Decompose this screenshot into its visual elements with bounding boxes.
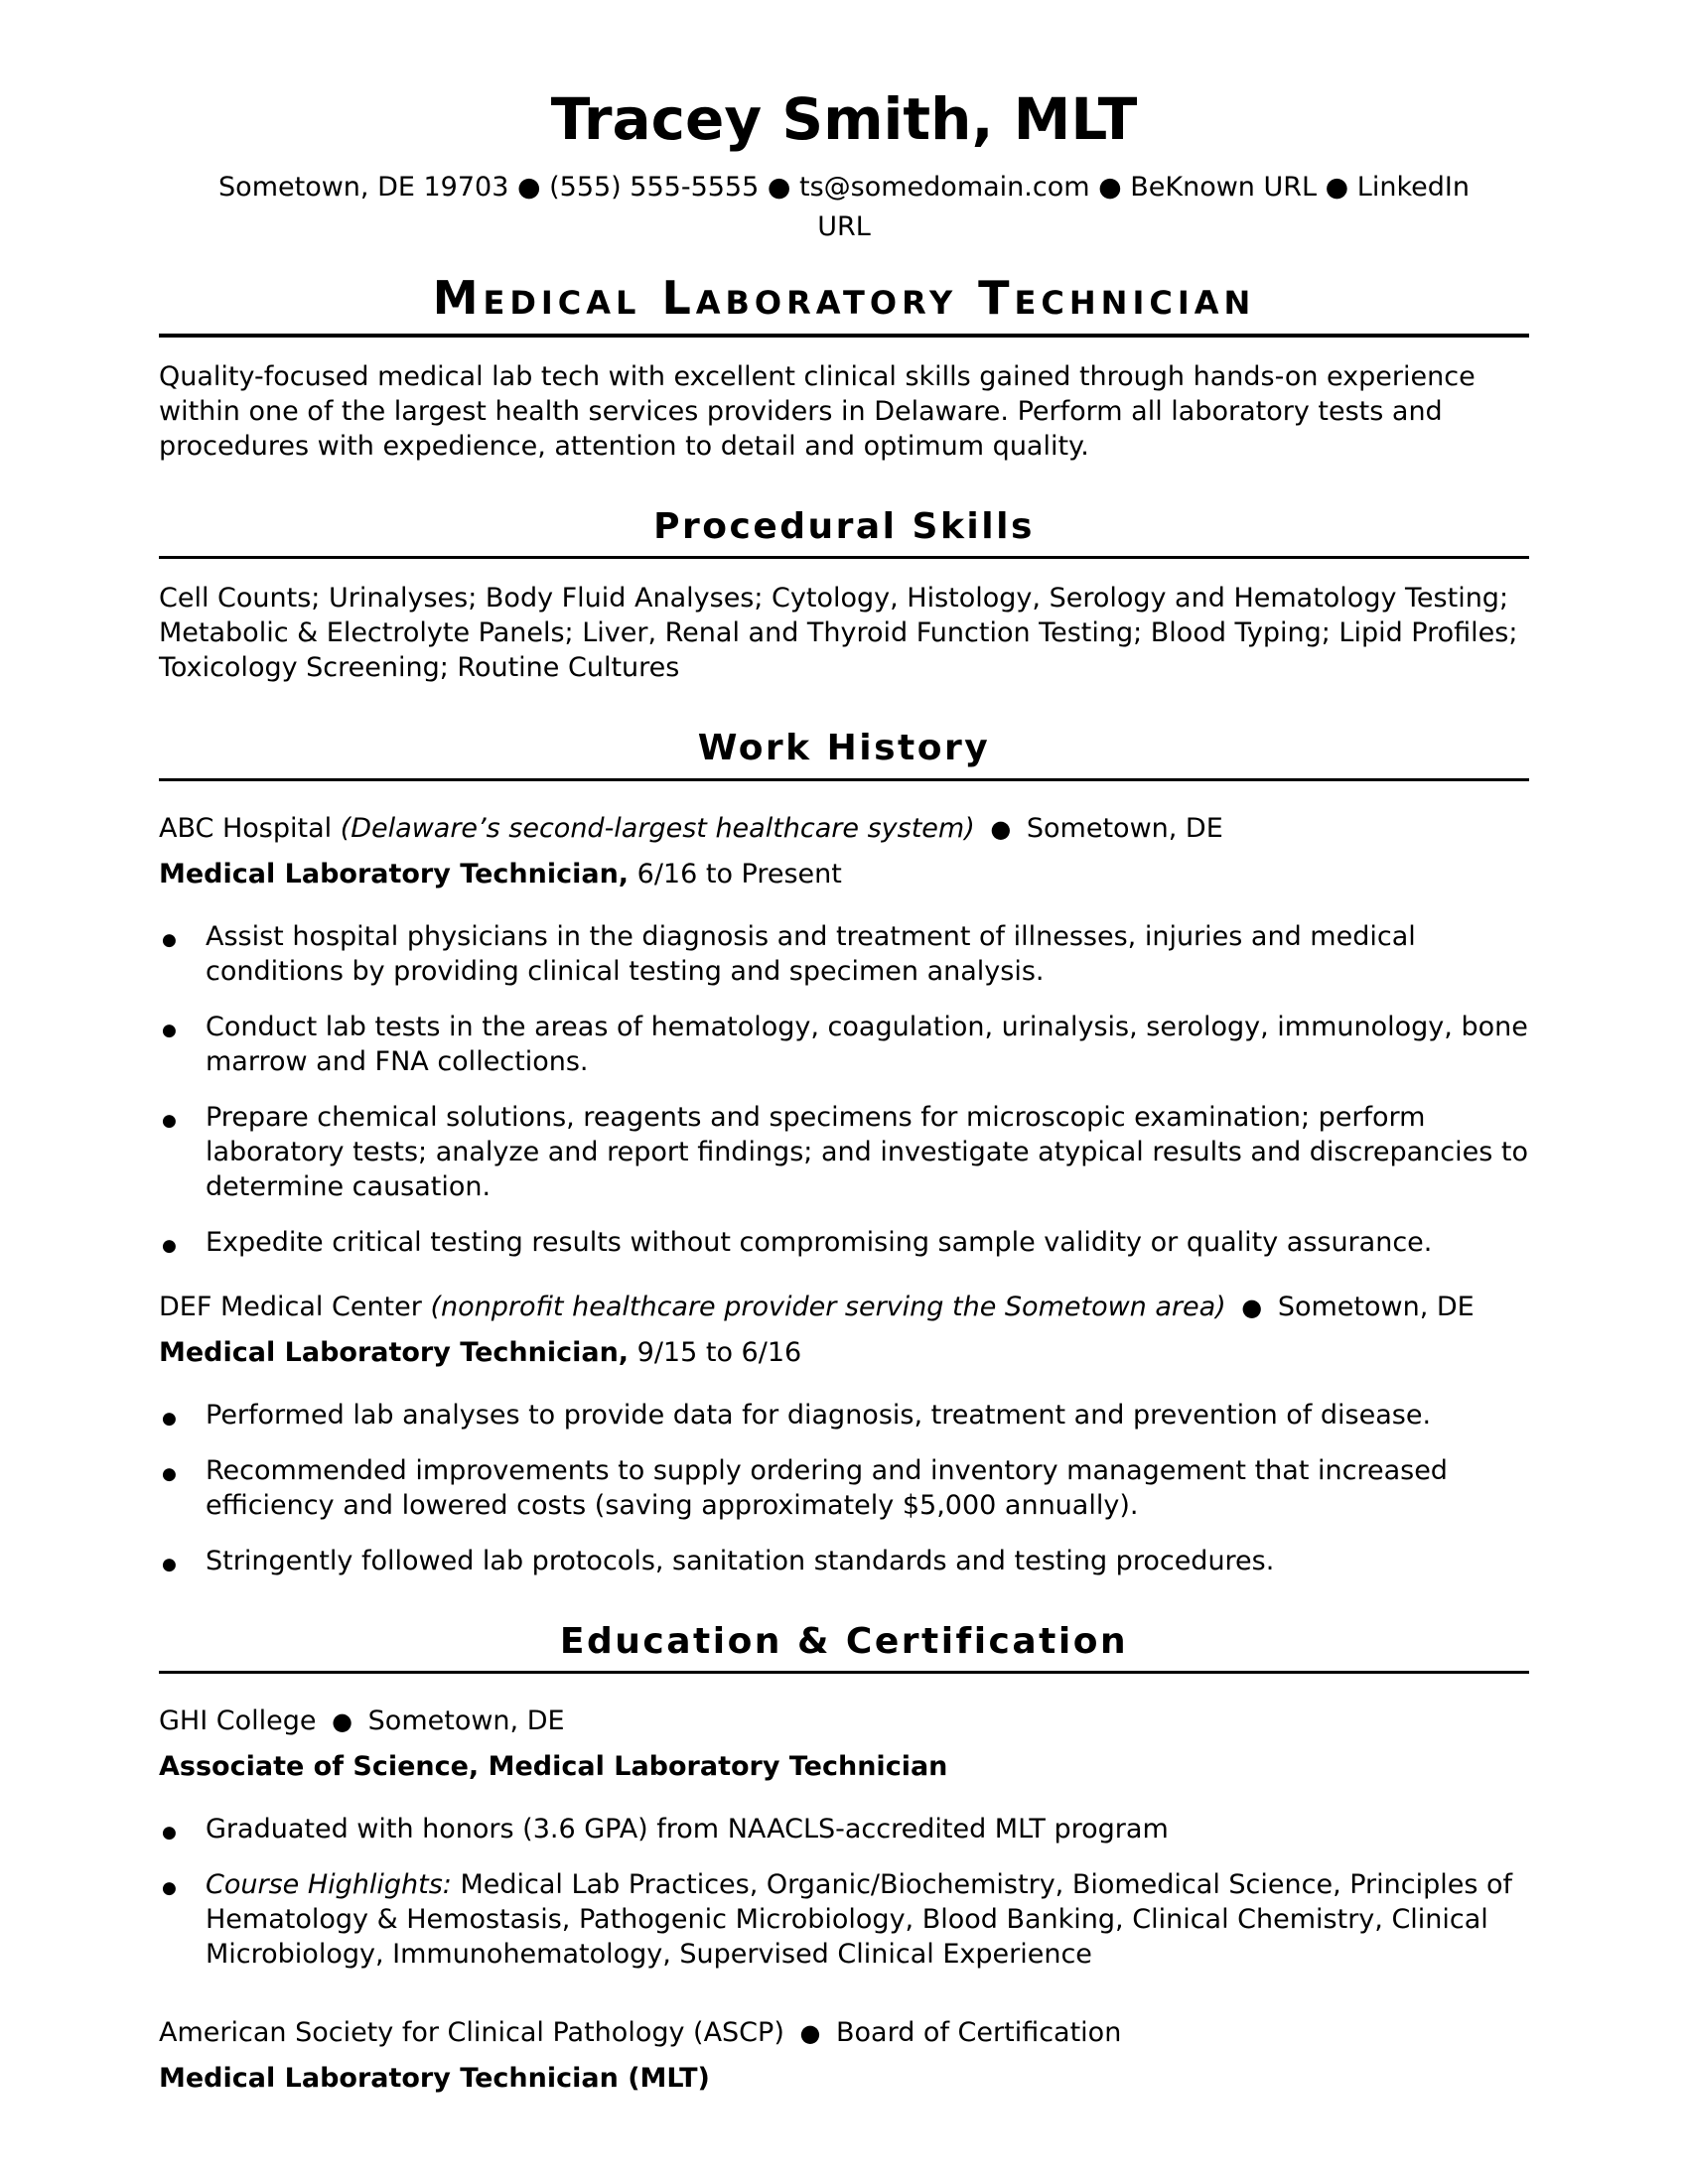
certification-block — [159, 2015, 1529, 2096]
dot-separator-icon: ● — [799, 2018, 821, 2047]
course-highlights-label: Course Highlights: — [206, 1868, 452, 1900]
job-bullet: ● Recommended improvements to supply ordering and inventory management that increased efficiency and lowered costs (saving approximately $5,000 annually). — [159, 1453, 1529, 1523]
job-dates: 9/15 to 6/16 — [636, 1336, 802, 1368]
job-bullet: ● Stringently followed lab protocols, sanitation standards and testing procedures. — [159, 1544, 1529, 1578]
job-title: Medical Laboratory Technician, — [159, 858, 630, 889]
professional-summary: Quality-focused medical lab tech with excellent clinical skills gained through hands-on experience within one of the largest health services providers in Delaware. Perform all laboratory tests and procedures with expedience, attention to detail and optimum quality. — [159, 361, 1476, 463]
employer-name: ABC Hospital — [159, 812, 333, 844]
certification-board: Board of Certification — [836, 2016, 1122, 2048]
employer-location: Sometown, DE — [1277, 1291, 1475, 1322]
skills-heading: Procedural Skills — [653, 506, 1035, 548]
education-bullet: ● Graduated with honors (3.6 GPA) from NAACLS-accredited MLT program — [159, 1812, 1529, 1846]
heading-rule — [159, 556, 1529, 559]
contact-info — [159, 168, 1529, 247]
certification-org-line — [159, 2015, 1529, 2051]
job-bullet: ● Assist hospital physicians in the diagnosis and treatment of illnesses, injuries and medical conditions by providing clinical testing and specimen analysis. — [159, 919, 1529, 989]
resume-title-heading: Medical Laboratory Technician — [432, 270, 1256, 325]
employer-descriptor: (nonprofit healthcare provider serving the Sometown area) — [430, 1291, 1226, 1322]
course-highlights-text: Medical Lab Practices, Organic/Biochemistry, Biomedical Science, Principles of Hematology & Hemostasis, Pathogenic Microbiology, Blood Banking, Clinical Chemistry, Clinical Microbiology, Immunohematology, Supervised Clinical Experience — [206, 1868, 1513, 1970]
work-history-heading: Work History — [697, 728, 991, 769]
education-heading: Education & Certification — [559, 1620, 1129, 1662]
degree-title: Associate of Science, Medical Laboratory Technician — [159, 1750, 948, 1782]
skills-section — [159, 505, 1529, 685]
job-dates: 6/16 to Present — [636, 858, 842, 889]
heading-rule — [159, 334, 1529, 338]
job-bullet: ● Conduct lab tests in the areas of hematology, coagulation, urinalysis, serology, immunology, bone marrow and FNA collections. — [159, 1010, 1529, 1079]
job-bullet-list — [159, 1398, 1529, 1578]
contact-line-1: Sometown, DE 19703 ● (555) 555-5555 ● ts@somedomain.com ● BeKnown URL ● LinkedIn — [218, 171, 1470, 203]
contact-line-2: URL — [817, 210, 871, 242]
title-section — [159, 271, 1529, 464]
certification-org: American Society for Clinical Pathology (ASCP) — [159, 2016, 784, 2048]
school-location: Sometown, DE — [367, 1705, 565, 1736]
candidate-name: Tracey Smith, MLT — [550, 85, 1138, 153]
heading-rule — [159, 778, 1529, 781]
dot-separator-icon: ● — [990, 814, 1012, 843]
certification-title: Medical Laboratory Technician (MLT) — [159, 2062, 710, 2094]
job-title-line — [159, 857, 1529, 891]
job-bullet: ● Prepare chemical solutions, reagents and specimens for microscopic examination; perform laboratory tests; analyze and report findings; and investigate atypical results and discrepancies to determine causation. — [159, 1100, 1529, 1204]
employer-line — [159, 1290, 1529, 1325]
job-bullet: ● Performed lab analyses to provide data for diagnosis, treatment and prevention of disease. — [159, 1398, 1529, 1433]
dot-separator-icon: ● — [1241, 1293, 1263, 1321]
job-title: Medical Laboratory Technician, — [159, 1336, 630, 1368]
school-line — [159, 1704, 1529, 1739]
employer-location: Sometown, DE — [1026, 812, 1223, 844]
school-name: GHI College — [159, 1705, 317, 1736]
job-entry-abc-hospital — [159, 811, 1529, 1260]
job-bullet-list — [159, 919, 1529, 1260]
work-history-section — [159, 727, 1529, 1577]
education-bullet-list — [159, 1812, 1529, 1972]
employer-descriptor: (Delaware’s second-largest healthcare system) — [340, 812, 975, 844]
employer-line — [159, 811, 1529, 847]
employer-name: DEF Medical Center — [159, 1291, 422, 1322]
job-title-line — [159, 1335, 1529, 1370]
education-section — [159, 1620, 1529, 2096]
skills-list: Cell Counts; Urinalyses; Body Fluid Analyses; Cytology, Histology, Serology and Hematology Testing; Metabolic & Electrolyte Panels; Liver, Renal and Thyroid Function Testing; Blood Typing; Lipid Profiles; Toxicology Screening; Routine Cultures — [159, 583, 1518, 684]
job-bullet: ● Expedite critical testing results without compromising sample validity or quality assurance. — [159, 1225, 1529, 1260]
dot-separator-icon: ● — [332, 1706, 353, 1735]
education-bullet — [159, 1867, 1529, 1972]
job-entry-def-medical-center — [159, 1290, 1529, 1578]
heading-rule — [159, 1671, 1529, 1674]
